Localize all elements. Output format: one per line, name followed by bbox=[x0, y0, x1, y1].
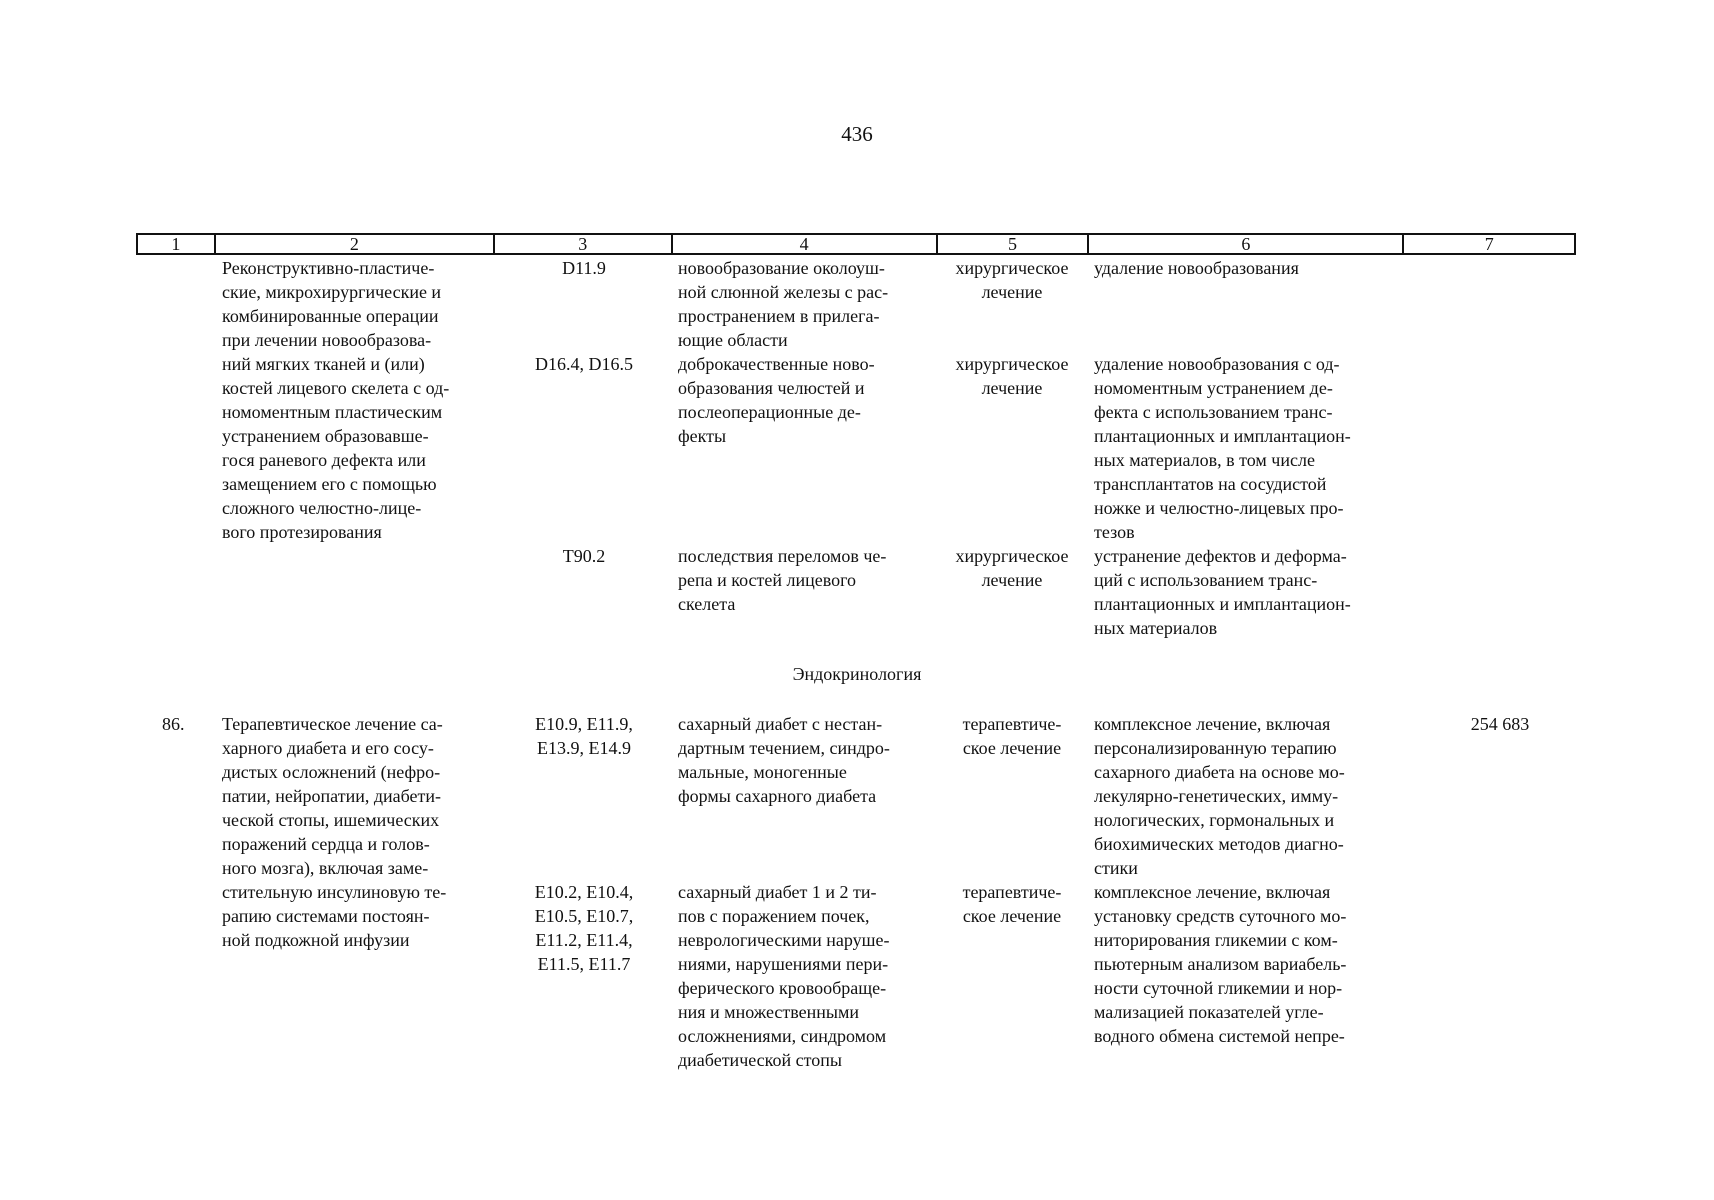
row2-type-2: терапевтиче- ское лечение bbox=[962, 882, 1062, 926]
row2-name: Терапевтическое лечение са- харного диабета и его сосу- дистых осложнений (нефро- патии, нейропатии, диабети- ческой стопы, ишемических поражений сердца и голов- ного мозга), включая заме- стительную инсулиновую те- рапию системами постоян- ной подкожной инфузии bbox=[222, 714, 447, 950]
row1-model-2: доброкачественные ново- образования челюстей и послеоперационные де- фекты bbox=[678, 354, 875, 446]
row1-name: Реконструктивно-пластиче- ские, микрохирургические и комбинированные операции при лечении новообразова- ний мягких тканей и (или) костей лицевого скелета с од- номоментным пластическим устранением образовавше- гося раневого дефекта или замещением его с помощью сложного челюстно-лице- вого протезирования bbox=[222, 258, 450, 542]
row2-method-1: комплексное лечение, включая персонализированную терапию сахарного диабета на основе мо- лекулярно-генетических, имму- нологических, гормональных и биохимических методов диагно- стики bbox=[1094, 714, 1345, 878]
row1-model-1: новообразование околоуш- ной слюнной железы с рас- пространением в прилега- ющие области bbox=[678, 258, 889, 350]
row2-cost: 254 683 bbox=[1470, 714, 1530, 734]
header-col-3: 3 bbox=[495, 235, 673, 253]
row1-code-1: D11.9 bbox=[562, 258, 606, 278]
row1-type-2: хирургическое лечение bbox=[955, 354, 1069, 398]
row1-method-2: удаление новообразования с од- номоментным устранением де- фекта с использованием транс- плантационных и имплантацион- ных материалов, в том числе трансплантатов на сосудистой ножке и челюстно-лицевых про- тезов bbox=[1094, 354, 1351, 542]
row1-type-3: хирургическое лечение bbox=[955, 546, 1069, 590]
row2-method-2: комплексное лечение, включая установку средств суточного мо- ниторирования гликемии с ком- пьютерным анализом вариабель- ности суточной гликемии и нор- мализацией показателей угле- водного обмена системой непре- bbox=[1094, 882, 1347, 1046]
row2-type-1: терапевтиче- ское лечение bbox=[962, 714, 1062, 758]
row2-code-2: E10.2, E10.4, E10.5, E10.7, E11.2, E11.4, E11.5, E11.7 bbox=[534, 882, 634, 974]
row1-method-3: устранение дефектов и деформа- ций с использованием транс- плантационных и имплантацион- ных материалов bbox=[1094, 546, 1351, 638]
row1-method-1: удаление новообразования bbox=[1094, 258, 1299, 278]
row1-code-3: T90.2 bbox=[562, 546, 606, 566]
row2-model-2: сахарный диабет 1 и 2 ти- пов с поражением почек, неврологическими наруше- ниями, нарушениями пери- ферического кровообраще- ния и множественными осложнениями, синдромом диабетической стопы bbox=[678, 882, 890, 1070]
header-col-2: 2 bbox=[216, 235, 495, 253]
row1-code-2: D16.4, D16.5 bbox=[535, 354, 633, 374]
header-col-7: 7 bbox=[1484, 234, 1494, 254]
row1-type-1: хирургическое лечение bbox=[955, 258, 1069, 302]
row2-number: 86. bbox=[162, 714, 185, 734]
section-title: Эндокринология bbox=[792, 664, 922, 684]
header-col-4: 4 bbox=[673, 235, 938, 253]
table-header bbox=[136, 233, 1576, 255]
row2-model-1: сахарный диабет с нестан- дартным течением, синдро- мальные, моногенные формы сахарного диабета bbox=[678, 714, 890, 806]
row1-model-3: последствия переломов че- репа и костей лицевого скелета bbox=[678, 546, 887, 614]
row2-code-1: E10.9, E11.9, E13.9, E14.9 bbox=[535, 714, 633, 758]
page-number: 436 bbox=[841, 122, 873, 146]
header-col-5: 5 bbox=[938, 235, 1090, 253]
header-col-6: 6 bbox=[1089, 235, 1404, 253]
header-col-1: 1 bbox=[138, 235, 216, 253]
